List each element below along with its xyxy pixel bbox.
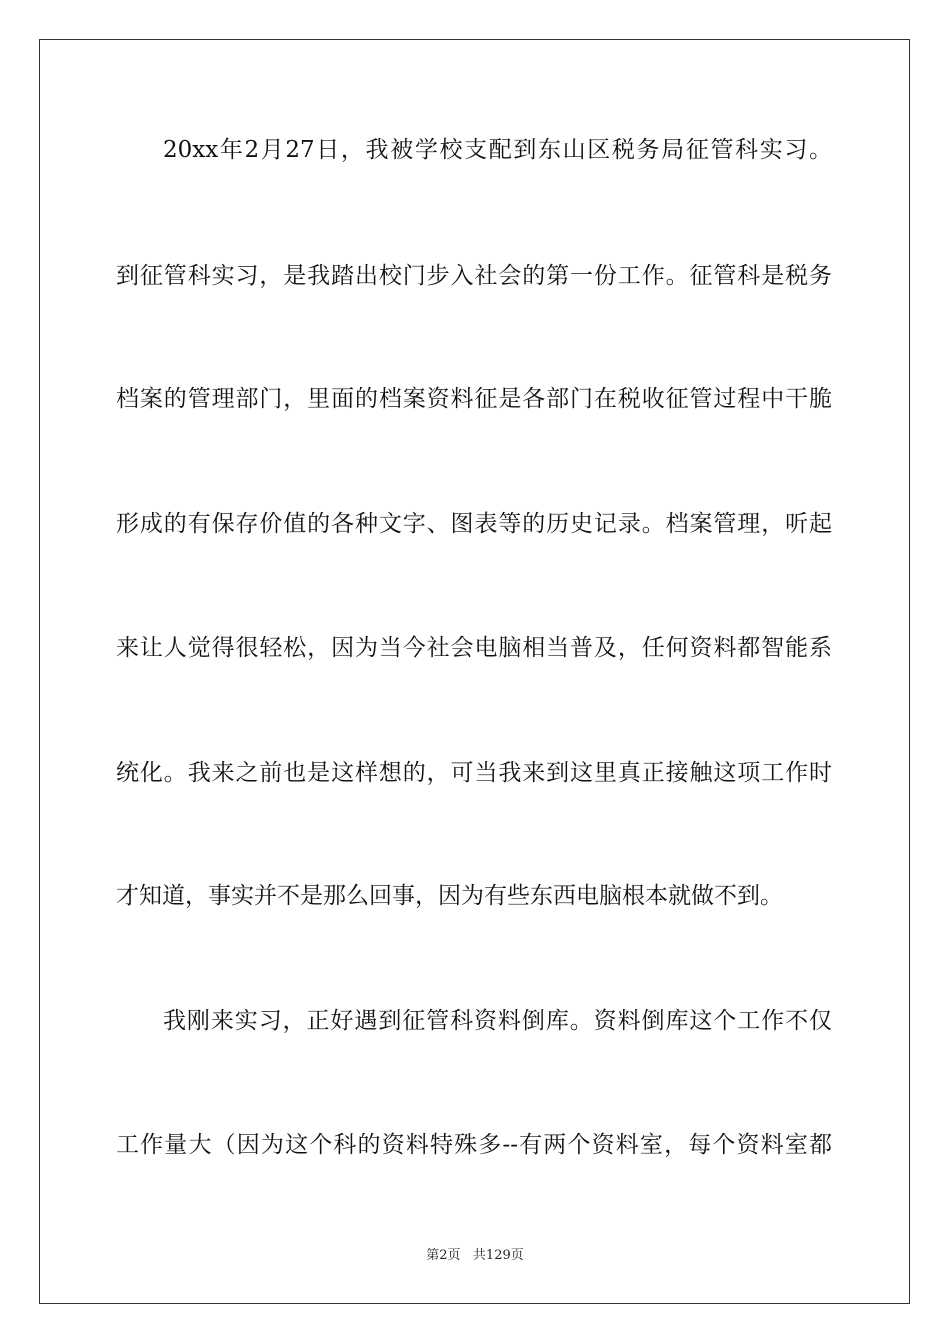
paragraph-2-line-2: 工作量大（因为这个科的资料特殊多--有两个资料室，每个资料室都 [116,1132,832,1158]
paragraph-2-line-1: 我刚来实习，正好遇到征管科资料倒库。资料倒库这个工作不仅 [163,1008,832,1034]
paragraph-1-line-5: 来让人觉得很轻松，因为当今社会电脑相当普及，任何资料都智能系 [116,635,832,661]
page-total: 共129页 [472,1248,524,1263]
page-border [39,39,910,1304]
page-footer [0,1248,950,1264]
paragraph-1-line-4: 形成的有保存价值的各种文字、图表等的历史记录。档案管理，听起 [116,511,832,537]
page-number: 第2页 [426,1248,461,1263]
paragraph-1-line-6: 统化。我来之前也是这样想的，可当我来到这里真正接触这项工作时 [116,760,832,786]
paragraph-1-line-2: 到征管科实习，是我踏出校门步入社会的第一份工作。征管科是税务 [116,263,832,289]
paragraph-1-line-1: 20xx年2月27日，我被学校支配到东山区税务局征管科实习。 [163,137,832,163]
paragraph-1-line-3: 档案的管理部门，里面的档案资料征是各部门在税收征管过程中干脆 [116,386,832,412]
paragraph-1-line-7: 才知道，事实并不是那么回事，因为有些东西电脑根本就做不到。 [116,883,783,909]
